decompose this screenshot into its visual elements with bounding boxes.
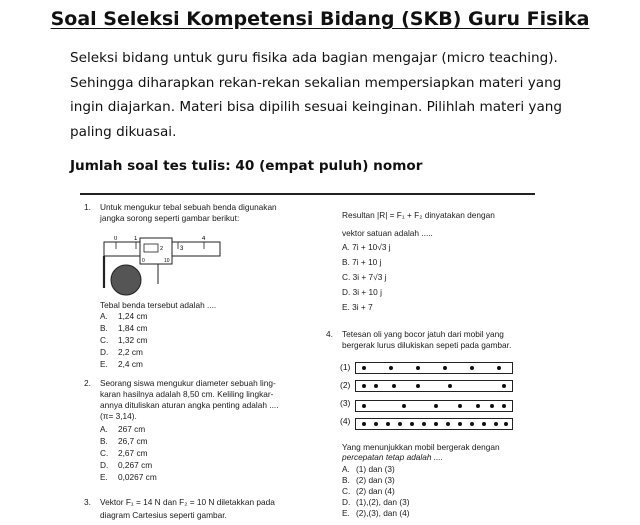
oil-drop [416,366,420,370]
vernier-label: 10 [164,258,170,264]
strip-label: (4) [340,416,351,426]
oil-drop [389,366,393,370]
oil-drop [422,422,426,426]
oil-drop [362,366,366,370]
option[interactable]: B. 26,7 cm [100,436,148,446]
caliper-figure [96,236,226,300]
scale-tick-label: 1 [134,236,138,242]
oil-drop [434,404,438,408]
oil-drop [434,422,438,426]
oil-drop-strip-3 [355,400,513,412]
oil-drop [448,384,452,388]
oil-drop [502,384,506,388]
oil-drop [458,422,462,426]
scale-tick-label: 0 [114,236,118,242]
oil-drop [386,422,390,426]
option[interactable]: D. 3i + 10 j [342,287,382,297]
question-number: 4. [326,329,333,339]
question-text: Seorang siswa mengukur diameter sebuah ling- [100,378,276,388]
question-text: bergerak lurus dilukiskan sepeti pada gambar. [342,340,512,350]
option[interactable]: E. 3i + 7 [342,302,373,312]
oil-drop [443,366,447,370]
question-number: 2. [84,378,91,388]
oil-drop [470,422,474,426]
option[interactable]: C. (2) dan (4) [342,486,395,496]
oil-drop [362,422,366,426]
option[interactable]: D. (1),(2), dan (3) [342,497,410,507]
oil-drop [374,384,378,388]
oil-drop [476,404,480,408]
oil-drop [494,422,498,426]
oil-drop-strip-2 [355,380,513,392]
strip-label: (3) [340,398,351,408]
option[interactable]: A. 1,24 cm [100,311,148,321]
question-text: Tetesan oli yang bocor jatuh dari mobil yang [342,329,504,339]
oil-drop [502,404,506,408]
question-text: karan hasilnya adalah 8,50 cm. Keliling lingkar- [100,389,274,399]
option[interactable]: C. 3i + 7√3 j [342,272,387,282]
option[interactable]: B. 7i + 10 j [342,257,382,267]
option[interactable]: B. (2) dan (3) [342,475,395,485]
question-1-prompt: Tebal benda tersebut adalah .... [100,300,217,310]
oil-drop [362,384,366,388]
oil-drop [398,422,402,426]
question-text: Untuk mengukur tebal sebuah benda digunakan [100,202,277,212]
divider [80,193,535,195]
question-text: jangka sorong seperti gambar berikut: [100,213,240,223]
oil-drop [497,366,501,370]
question-text: vektor satuan adalah ..... [342,228,433,238]
oil-drop [402,404,406,408]
intro-paragraph: Seleksi bidang untuk guru fisika ada bagian mengajar (micro teaching). Sehingga diharapkan rekan-rekan sekalian mempersiapkan materi yang ingin diajarkan. Materi bisa dipilih sesuai keinginan. Pilihlah materi yang paling dikuasai. [70,50,563,140]
scale-tick-label: 4 [202,236,206,242]
question-text: Vektor F₁ = 14 N dan F₂ = 10 N diletakkan pada [100,497,275,507]
oil-drop-strip-4 [355,418,513,430]
oil-drop [470,366,474,370]
page-title: Soal Seleksi Kompetensi Bidang (SKB) Guru Fisika [50,8,590,30]
oil-drop [416,384,420,388]
option[interactable]: E. (2),(3), dan (4) [342,508,410,518]
vernier-label: 0 [142,258,145,264]
oil-drop [458,404,462,408]
question-number: 3. [84,497,91,507]
oil-drop [504,422,508,426]
option[interactable]: D. 0,267 cm [100,460,153,470]
question-text: annya dituliskan aturan angka penting adalah .... [100,400,279,410]
option[interactable]: B. 1,84 cm [100,323,148,333]
oil-drop-strip-1 [355,362,513,374]
option[interactable]: A. 7i + 10√3 j [342,242,391,252]
option[interactable]: E. 2,4 cm [100,359,143,369]
scale-tick-label: 2 [160,246,164,252]
option[interactable]: E. 0,0267 cm [100,472,157,482]
oil-drop [374,422,378,426]
question-text: (π= 3,14). [100,411,137,421]
option[interactable]: C. 1,32 cm [100,335,148,345]
oil-drop [490,404,494,408]
oil-drop [392,384,396,388]
scale-tick-label: 3 [180,246,184,252]
strip-label: (2) [340,380,351,390]
question-text: Resultan |R| = F₁ + F₂ dinyatakan dengan [342,210,495,220]
option[interactable]: D. 2,2 cm [100,347,143,357]
question-number: 1. [84,202,91,212]
option[interactable]: A. (1) dan (3) [342,464,395,474]
option[interactable]: C. 2,67 cm [100,448,148,458]
oil-drop [446,422,450,426]
oil-drop [362,404,366,408]
option[interactable]: A. 267 cm [100,424,146,434]
strip-label: (1) [340,362,351,372]
oil-drop [482,422,486,426]
oil-drop [410,422,414,426]
question-text: diagram Cartesius seperti gambar. [100,510,227,520]
question-count: Jumlah soal tes tulis: 40 (empat puluh) nomor [70,158,423,174]
